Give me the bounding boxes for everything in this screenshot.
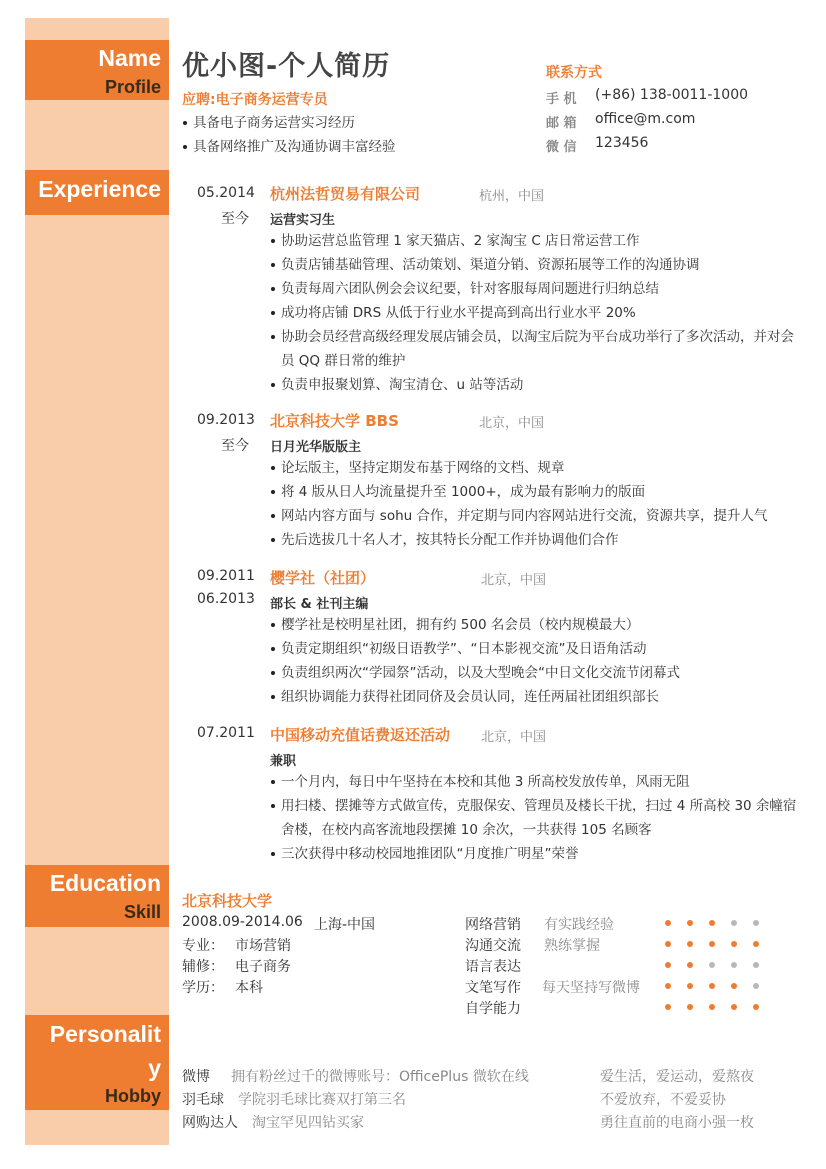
skill-rating xyxy=(665,941,775,947)
edu-value-minor: 电子商务 xyxy=(235,959,291,975)
contact-label-email: 邮 箱 xyxy=(546,116,577,131)
exp-location: 北京，中国 xyxy=(481,573,547,588)
hobby-tag: 不爱放弃，不爱妥协 xyxy=(600,1092,726,1108)
hobby-name: 微博 xyxy=(182,1069,210,1085)
exp-bullet: 论坛版主，坚持定期发布基于网络的文档、规章 xyxy=(270,456,800,480)
section-title-personality: Personalit xyxy=(49,1021,161,1047)
contact-label-wechat: 微 信 xyxy=(546,140,577,155)
edu-label-major: 专业： xyxy=(182,938,224,954)
exp-bullet: 一个月内，每日中午坚持在本校和其他 3 所高校发放传单，风雨无阻 xyxy=(270,770,800,794)
skill-rating xyxy=(665,983,775,989)
exp-bullet: 协助运营总监管理 1 家天猫店、2 家淘宝 C 店日常运营工作 xyxy=(270,229,800,253)
rating-dot xyxy=(731,1004,737,1010)
section-title-experience: Experience xyxy=(38,176,161,202)
exp-bullets xyxy=(270,770,800,866)
rating-dot xyxy=(665,920,671,926)
exp-location: 杭州，中国 xyxy=(479,189,545,204)
skill-name: 沟通交流 xyxy=(465,938,521,954)
exp-role: 部长 & 社刊主编 xyxy=(270,597,369,612)
exp-location: 北京，中国 xyxy=(479,416,545,431)
rating-dot xyxy=(709,941,715,947)
hobby-desc: 淘宝罕见四钻买家 xyxy=(252,1115,364,1131)
exp-bullets xyxy=(270,456,800,552)
rating-dot xyxy=(709,1004,715,1010)
exp-role: 运营实习生 xyxy=(270,213,336,228)
section-title-name: Name xyxy=(98,45,161,71)
skill-name: 文笔写作 xyxy=(465,980,521,996)
exp-bullets xyxy=(270,229,800,397)
rating-dot xyxy=(687,962,693,968)
exp-bullet: 负责组织两次“学园祭”活动，以及大型晚会“中日文化交流节闭幕式 xyxy=(270,661,800,685)
exp-date-end: 至今 xyxy=(221,211,249,227)
exp-bullet: 三次获得中移动校园地推团队“月度推广明星”荣誉 xyxy=(270,842,800,866)
rating-dot xyxy=(709,962,715,968)
section-bar-personality xyxy=(25,1015,169,1110)
edu-period: 2008.09-2014.06 xyxy=(182,914,303,930)
exp-org: 樱学社（社团） xyxy=(270,569,376,587)
contact-value-phone: (+86) 138-0011-1000 xyxy=(595,87,749,103)
hobby-tag: 勇往直前的电商小强一枚 xyxy=(600,1115,754,1131)
highlight-item: 具备电子商务运营实习经历 xyxy=(182,111,396,135)
rating-dot xyxy=(709,983,715,989)
rating-dot xyxy=(665,962,671,968)
exp-bullet: 网站内容方面与 sohu 合作，并定期与同内容网站进行交流，资源共享，提升人气 xyxy=(270,504,800,528)
exp-bullets xyxy=(270,613,800,709)
section-bar-education xyxy=(25,865,169,927)
skill-name: 自学能力 xyxy=(465,1001,521,1017)
hobby-desc: 学院羽毛球比赛双打第三名 xyxy=(238,1092,406,1108)
exp-role: 日月光华版版主 xyxy=(270,440,362,455)
exp-date-start: 09.2011 xyxy=(197,568,255,584)
exp-bullet: 成功将店铺 DRS 从低于行业水平提高到高出行业水平 20% xyxy=(270,301,800,325)
exp-org: 中国移动充值话费返还活动 xyxy=(270,726,451,744)
hobby-tag: 爱生活，爱运动，爱熬夜 xyxy=(600,1069,754,1085)
rating-dot xyxy=(753,962,759,968)
section-subtitle-profile: Profile xyxy=(104,77,161,97)
contact-label-phone: 手 机 xyxy=(546,92,577,107)
rating-dot xyxy=(731,920,737,926)
exp-org: 北京科技大学 BBS xyxy=(270,412,399,430)
contact-value-wechat: 123456 xyxy=(595,135,649,151)
rating-dot xyxy=(753,1004,759,1010)
exp-org: 杭州法哲贸易有限公司 xyxy=(270,185,421,203)
skill-name: 语言表达 xyxy=(465,959,521,975)
contact-title: 联系方式 xyxy=(546,65,602,81)
exp-date-end: 至今 xyxy=(221,438,249,454)
exp-bullet: 将 4 版从日人均流量提升至 1000+，成为最有影响力的版面 xyxy=(270,480,800,504)
skill-desc: 有实践经验 xyxy=(544,917,614,933)
hobby-name: 网购达人 xyxy=(182,1115,238,1131)
rating-dot xyxy=(731,962,737,968)
skill-name: 网络营销 xyxy=(465,917,521,933)
rating-dot xyxy=(665,941,671,947)
exp-bullet: 用扫楼、摆摊等方式做宣传，克服保安、管理员及楼长干扰，扫过 4 所高校 30 余幢宿舍楼，在校内高客流地段摆摊 10 余次，一共获得 105 名顾客 xyxy=(270,794,800,842)
rating-dot xyxy=(753,920,759,926)
hobby-desc: 拥有粉丝过千的微博账号：OfficePlus 微软在线 xyxy=(231,1069,529,1085)
section-title-personality-cont: y xyxy=(148,1055,161,1081)
edu-school: 北京科技大学 xyxy=(182,892,273,910)
skill-rating xyxy=(665,962,775,968)
rating-dot xyxy=(665,983,671,989)
skill-rating xyxy=(665,1004,775,1010)
skill-desc: 熟练掌握 xyxy=(544,938,600,954)
exp-date-end: 06.2013 xyxy=(197,591,255,607)
edu-value-major: 市场营销 xyxy=(235,938,291,954)
contact-value-email: office@m.com xyxy=(595,111,696,127)
exp-date-start: 07.2011 xyxy=(197,725,255,741)
exp-bullet: 负责定期组织“初级日语教学”、“日本影视交流”及日语角活动 xyxy=(270,637,800,661)
rating-dot xyxy=(731,983,737,989)
exp-bullet: 樱学社是校明星社团，拥有约 500 名会员（校内规模最大） xyxy=(270,613,800,637)
section-bar-experience xyxy=(25,170,169,215)
exp-bullet: 负责每周六团队例会会议纪要，针对客服每周问题进行归纳总结 xyxy=(270,277,800,301)
position-applied: 应聘:电子商务运营专员 xyxy=(182,92,328,108)
exp-bullet: 负责申报聚划算、淘宝清仓、u 站等活动 xyxy=(270,373,800,397)
exp-date-start: 05.2014 xyxy=(197,185,255,201)
edu-label-degree: 学历： xyxy=(182,980,224,996)
rating-dot xyxy=(665,1004,671,1010)
section-bar-name xyxy=(25,40,169,100)
exp-date-start: 09.2013 xyxy=(197,412,255,428)
section-title-education: Education xyxy=(49,870,161,896)
resume-title: 优小图-个人简历 xyxy=(182,51,391,82)
rating-dot xyxy=(731,941,737,947)
skill-desc: 每天坚持写微博 xyxy=(542,980,640,996)
section-subtitle-skill: Skill xyxy=(123,902,161,922)
profile-highlights xyxy=(182,111,396,159)
edu-place: 上海-中国 xyxy=(314,917,376,933)
rating-dot xyxy=(687,1004,693,1010)
exp-location: 北京，中国 xyxy=(481,730,547,745)
hobby-name: 羽毛球 xyxy=(182,1092,224,1108)
exp-bullet: 组织协调能力获得社团同侪及会员认同，连任两届社团组织部长 xyxy=(270,685,800,709)
rating-dot xyxy=(687,941,693,947)
rating-dot xyxy=(687,920,693,926)
exp-role: 兼职 xyxy=(270,754,297,769)
rating-dot xyxy=(709,920,715,926)
rating-dot xyxy=(753,983,759,989)
edu-value-degree: 本科 xyxy=(235,980,263,996)
edu-label-minor: 辅修： xyxy=(182,959,224,975)
rating-dot xyxy=(687,983,693,989)
skill-rating xyxy=(665,920,775,926)
exp-bullet: 负责店铺基础管理、活动策划、渠道分销、资源拓展等工作的沟通协调 xyxy=(270,253,800,277)
rating-dot xyxy=(753,941,759,947)
highlight-item: 具备网络推广及沟通协调丰富经验 xyxy=(182,135,396,159)
section-subtitle-hobby: Hobby xyxy=(105,1086,161,1106)
exp-bullet: 先后选拔几十名人才，按其特长分配工作并协调他们合作 xyxy=(270,528,800,552)
exp-bullet: 协助会员经营高级经理发展店铺会员，以淘宝后院为平台成功举行了多次活动，并对会员 QQ 群日常的维护 xyxy=(270,325,800,373)
